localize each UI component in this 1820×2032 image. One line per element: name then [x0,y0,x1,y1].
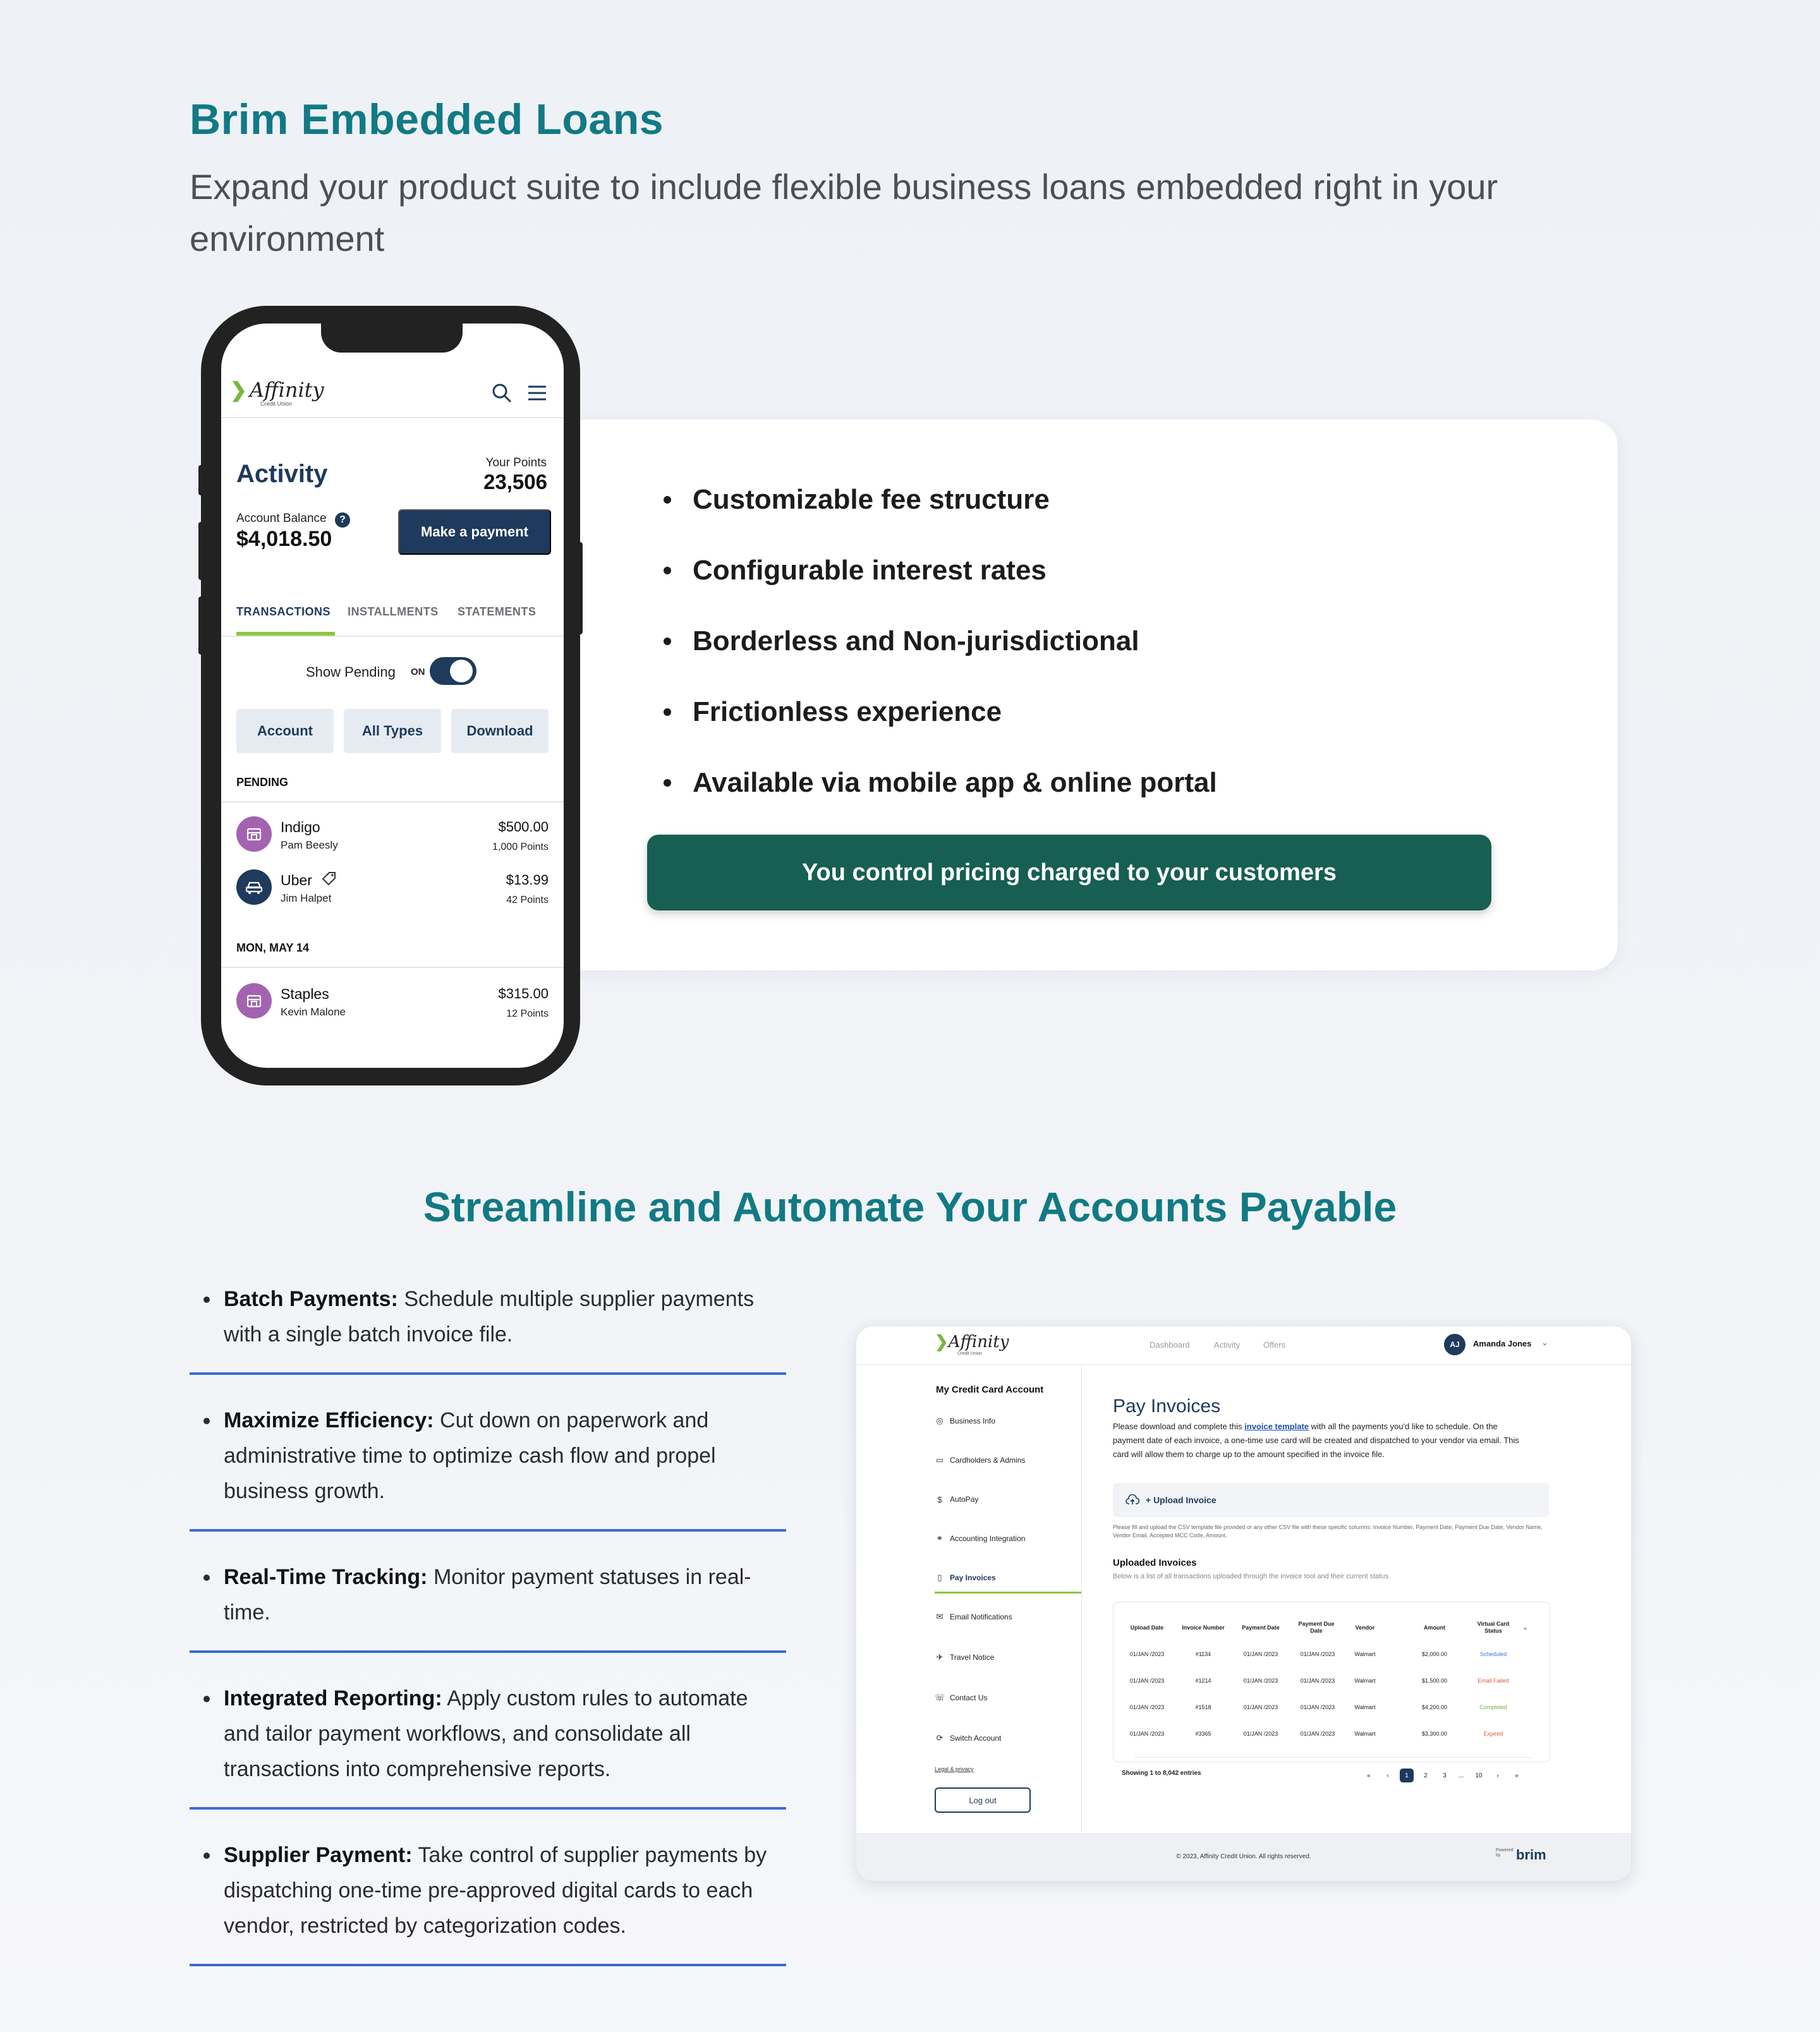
table-cell: Walmart [1354,1731,1376,1737]
table-cell: $4,200.00 [1421,1704,1448,1710]
column-header[interactable]: Upload Date [1130,1624,1164,1631]
sidebar-item-label: Email Notifications [950,1612,1012,1621]
sidebar-title: My Credit Card Account [936,1384,1044,1395]
transaction-points: 42 Points [506,895,549,905]
intro-text-end: with all the payments you'd like to schedule. On the payment date of each invoice, a one-time use card will be created and dispatched to your vendor via email. This card will allow them to charge up to the amount specified in the invoice file. [1113,1422,1519,1459]
table-cell: Walmart [1354,1651,1376,1657]
list-item [190,1548,786,1653]
column-header[interactable]: Payment Date [1242,1624,1280,1631]
table-cell: $1,500.00 [1421,1678,1448,1684]
table-cell: 01/JAN /2023 [1300,1651,1335,1657]
phone-notch [321,316,463,353]
feature-item: Borderless and Non-jurisdictional [657,612,1217,683]
tabs-divider [221,636,564,637]
pagination-prev[interactable]: ‹ [1381,1769,1395,1782]
transaction-amount: $13.99 [506,872,549,888]
sidebar-item-email-notifications[interactable] [935,1612,1012,1622]
item-heading: Real-Time Tracking: [224,1565,428,1589]
cloud-upload-icon [1125,1494,1139,1506]
legal-privacy-link[interactable]: Legal & privacy [935,1766,974,1772]
invoice-template-link[interactable]: invoice template [1244,1422,1309,1431]
sidebar-item-business-info[interactable] [935,1416,995,1426]
table-cell: $2,000.00 [1421,1651,1448,1657]
column-header[interactable]: Invoice Number [1182,1624,1225,1631]
tab-installments[interactable]: INSTALLMENTS [348,605,439,618]
sidebar-item-label: Pay Invoices [950,1573,996,1582]
chevron-down-icon[interactable]: ⌄ [1541,1338,1548,1347]
table-cell: #1134 [1195,1651,1211,1657]
item-text: Take control of supplier payments by dispatching one-time pre-approved digital cards to each vendor, restricted by categorization codes. [224,1843,767,1938]
table-footer-divider [1134,1757,1532,1758]
affinity-logo[interactable] [230,378,324,402]
feature-item: Configurable interest rates [657,541,1217,612]
feature-item: Available via mobile app & online portal [657,754,1217,825]
logo-text: Affinity [948,1333,1009,1352]
sidebar-item-label: Cardholders & Admins [950,1456,1026,1465]
intro-text [1113,1420,1530,1461]
transaction-points: 12 Points [506,1008,549,1019]
powered-by-label: Powered by [1496,1848,1514,1858]
pagination-first[interactable]: « [1362,1769,1376,1782]
section-title-accounts-payable: Streamline and Automate Your Accounts Payable [423,1183,1397,1230]
mail-icon: ✉ [936,1612,943,1621]
phone-icon: ☏ [934,1693,945,1702]
table-cell: #1518 [1195,1704,1211,1710]
store-icon [236,983,272,1019]
card-icon: ▭ [935,1455,944,1465]
sidebar-item-label: Contact Us [950,1693,988,1702]
table-cell: 01/JAN /2023 [1243,1651,1278,1657]
pagination-page[interactable]: 1 [1400,1769,1414,1782]
balance-label: Account Balance [236,512,327,525]
item-heading: Batch Payments: [224,1287,398,1311]
sidebar-item-label: AutoPay [950,1495,979,1504]
sidebar-item-switch-account[interactable] [935,1733,1001,1743]
list-item [190,1669,786,1810]
logo-subtext: Credit Union [957,1352,982,1356]
section-title-embedded-loans: Brim Embedded Loans [190,95,664,143]
avatar[interactable]: AJ [1444,1334,1465,1355]
sidebar-item-travel-notice[interactable] [935,1652,994,1662]
refresh-icon: ⟳ [936,1733,943,1743]
upload-label: + Upload Invoice [1146,1495,1216,1505]
transaction-merchant[interactable]: Uber [281,872,312,888]
pagination-page[interactable]: 2 [1419,1769,1433,1782]
document-icon: ▯ [937,1573,942,1582]
list-item [190,1391,786,1532]
make-payment-button[interactable]: Make a payment [398,509,551,555]
upload-note: Please fill and upload the CSV template file provided or any other CSV file with these specific columns: Invoice Number, Payment Date, Payment Due Date, Vendor Name, Vendor Email, Accepted MCC Code, Amount. [1113,1524,1543,1539]
uploaded-invoices-title: Uploaded Invoices [1113,1557,1197,1568]
table-cell: 01/JAN /2023 [1300,1704,1335,1710]
active-item-underline [935,1592,1081,1594]
sidebar-item-label: Accounting Integration [950,1534,1026,1543]
sidebar-item-pay-invoices[interactable] [935,1573,996,1583]
car-icon [236,869,272,905]
table-cell: 01/JAN /2023 [1129,1651,1165,1657]
desktop-portal-mockup [856,1326,1632,1882]
accounts-payable-list [190,1270,786,1983]
sidebar-item-label: Switch Account [950,1734,1002,1743]
sidebar-item-cardholders[interactable] [935,1455,1025,1465]
transaction-merchant[interactable]: Staples [281,986,329,1002]
tag-icon [321,871,337,887]
item-heading: Supplier Payment: [224,1843,413,1867]
table-cell: 01/JAN /2023 [1300,1678,1335,1684]
points-value: 23,506 [483,470,547,493]
sidebar-item-label: Business Info [950,1417,996,1425]
tab-statements[interactable]: STATEMENTS [458,605,537,618]
logo-chevron-icon: ❯ [230,378,247,402]
nav-dashboard[interactable]: Dashboard [1150,1340,1190,1350]
copyright-text: © 2023, Affinity Credit Union. All rights reserved. [1176,1853,1311,1860]
user-icon: ◎ [936,1416,943,1425]
transaction-amount: $315.00 [498,986,549,1001]
nav-offers[interactable]: Offers [1263,1340,1286,1350]
tab-transactions[interactable]: TRANSACTIONS [236,605,331,618]
item-heading: Integrated Reporting: [224,1686,442,1710]
link-icon: ⚭ [936,1533,943,1543]
dollar-icon: $ [937,1494,942,1504]
table-cell: 01/JAN /2023 [1243,1678,1278,1684]
transaction-person: Pam Beesly [281,839,338,851]
table-cell: 01/JAN /2023 [1243,1731,1278,1737]
menu-icon[interactable] [527,384,547,402]
sidebar-item-autopay[interactable] [935,1494,978,1504]
nav-activity[interactable]: Activity [1214,1340,1241,1350]
entries-count: Showing 1 to 8,042 entries [1122,1770,1201,1777]
column-header[interactable]: Payment Due Date [1298,1621,1335,1634]
table-cell: #1214 [1195,1678,1211,1684]
transaction-merchant[interactable]: Indigo [281,819,320,835]
logo-subtext: Credit Union [260,401,293,407]
list-item [190,1270,786,1375]
table-cell: 01/JAN /2023 [1129,1678,1165,1684]
intro-text-start: Please download and complete this [1113,1422,1245,1431]
status-badge: Email Failed [1477,1678,1509,1684]
section-subtitle: Expand your product suite to include flexible business loans embedded right in your environment [190,167,1498,258]
table-cell: Walmart [1354,1678,1376,1684]
phone-screen [221,324,564,1068]
balance-value: $4,018.50 [236,527,332,551]
status-badge: Completed [1479,1704,1507,1710]
help-icon[interactable]: ? [335,512,350,528]
column-header[interactable]: Amount [1424,1624,1445,1631]
item-heading: Maximize Efficiency: [224,1408,434,1432]
sidebar-item-label: Travel Notice [950,1653,995,1662]
transaction-points: 1,000 Points [492,842,549,852]
pending-divider [221,801,564,802]
filter-all-types-button[interactable]: All Types [344,709,441,753]
activity-title: Activity [236,460,328,488]
search-icon[interactable] [492,383,512,403]
pending-header: PENDING [236,776,289,789]
sidebar-item-accounting[interactable] [935,1533,1025,1544]
uploaded-invoices-subtitle: Below is a list of all transactions uploaded through the invoice tool and their current status. [1113,1573,1391,1580]
status-badge: Scheduled [1479,1651,1507,1657]
item-text: Monitor payment statuses in real-time. [224,1565,751,1624]
table-cell: $3,300.00 [1421,1731,1448,1737]
status-badge: Expired [1483,1731,1503,1737]
item-text: Apply custom rules to automate and tailor payment workflows, and consolidate all transactions into comprehensive reports. [224,1686,748,1781]
table-cell: Walmart [1354,1704,1376,1710]
pagination-ellipsis: ... [1454,1769,1468,1782]
logout-button[interactable]: Log out [935,1787,1031,1813]
pricing-cta-button[interactable]: You control pricing charged to your customers [647,835,1491,910]
show-pending-label: Show Pending [306,664,396,680]
store-icon [236,816,272,852]
user-name[interactable]: Amanda Jones [1473,1339,1532,1348]
column-header[interactable]: Vendor [1355,1624,1375,1631]
list-item [190,1826,786,1966]
pagination-next[interactable]: › [1491,1769,1505,1782]
date-divider [221,967,564,968]
sidebar-item-contact-us[interactable] [935,1693,987,1703]
feature-item: Customizable fee structure [657,471,1217,541]
logo-text: Affinity [249,378,324,402]
page-title: Pay Invoices [1113,1396,1221,1417]
table-cell: 01/JAN /2023 [1129,1704,1165,1710]
transaction-person: Jim Halpet [281,892,332,904]
features-list [657,471,1217,825]
upload-invoice-button[interactable] [1113,1483,1549,1517]
table-cell: #3365 [1195,1731,1211,1737]
sidebar-divider [1081,1364,1082,1832]
transaction-amount: $500.00 [498,819,549,835]
logo-chevron-icon: ❯ [935,1333,949,1352]
brim-logo: brim [1516,1847,1546,1863]
header-divider [856,1364,1631,1365]
transaction-person: Kevin Malone [281,1006,346,1018]
pagination-page[interactable]: 3 [1438,1769,1452,1782]
points-label: Your Points [485,456,547,469]
feature-item: Frictionless experience [657,683,1217,754]
date-header: MON, MAY 14 [236,941,310,954]
download-button[interactable]: Download [451,709,549,753]
chevron-down-icon[interactable]: ⌄ [1522,1624,1529,1631]
pagination-last[interactable]: » [1510,1769,1524,1782]
toggle-knob [450,660,473,682]
plane-icon: ✈ [936,1652,943,1662]
item-text: Schedule multiple supplier payments with a single batch invoice file. [224,1287,755,1346]
item-text: Cut down on paperwork and administrative time to optimize cash flow and propel business growth. [224,1408,716,1503]
affinity-logo[interactable] [935,1333,1009,1352]
table-cell: 01/JAN /2023 [1129,1731,1165,1737]
pagination-page[interactable]: 10 [1472,1769,1486,1782]
table-cell: 01/JAN /2023 [1300,1731,1335,1737]
header-divider [221,417,564,418]
column-header[interactable]: Virtual Card Status [1477,1621,1510,1634]
filter-account-button[interactable]: Account [236,709,334,753]
table-cell: 01/JAN /2023 [1243,1704,1278,1710]
toggle-state-label: ON [411,667,425,677]
